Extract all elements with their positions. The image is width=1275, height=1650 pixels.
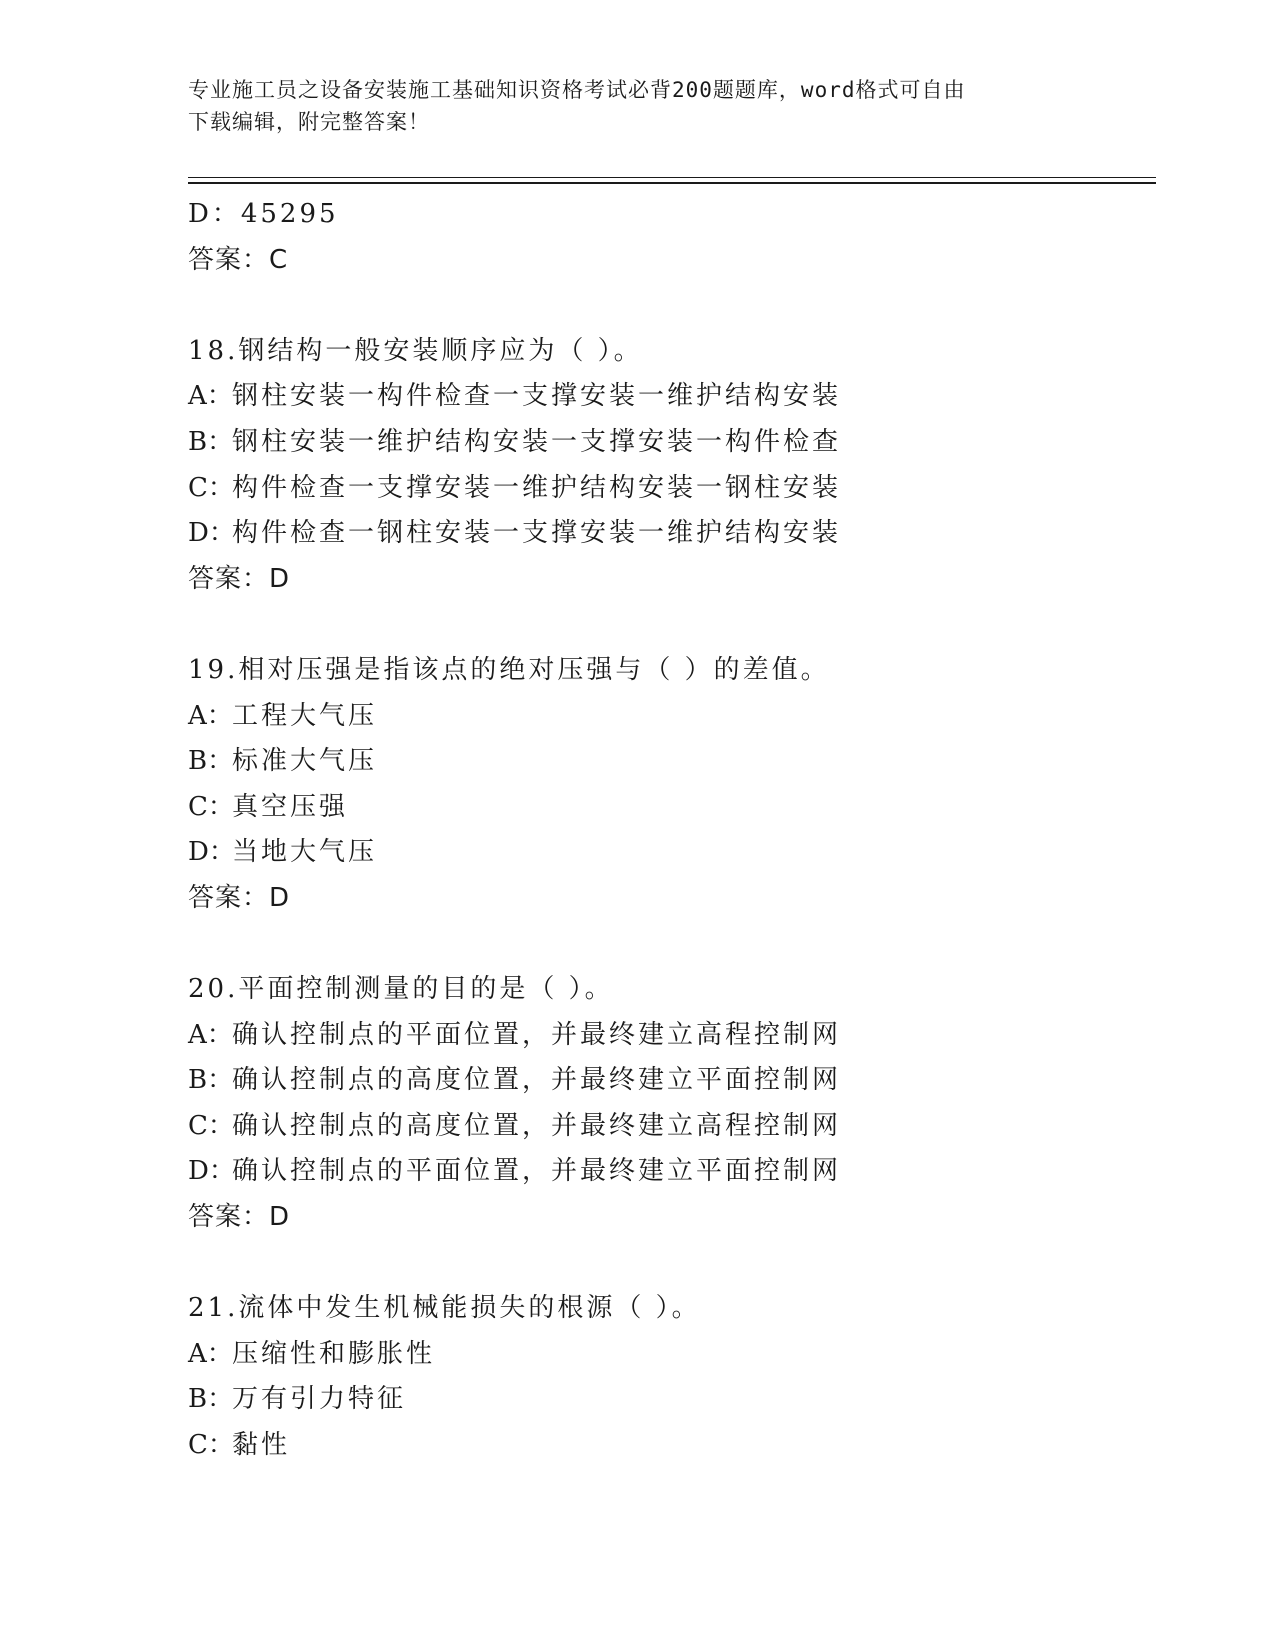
option-c — [188, 1104, 1148, 1150]
question-stem: 18.钢结构一般安装顺序应为（ ）。 — [188, 335, 643, 366]
option-a — [188, 1332, 1148, 1378]
option-c — [188, 466, 1148, 512]
option-text: 确认控制点的平面位置，并最终建立平面控制网 — [232, 1156, 842, 1187]
question-block — [188, 967, 1148, 1241]
spacer — [188, 602, 1148, 648]
carryover-option-d: D：45295 — [188, 199, 339, 229]
option-prefix: B： — [188, 746, 234, 777]
option-c — [188, 1423, 1148, 1469]
option-prefix: D： — [188, 837, 235, 868]
question-block — [188, 648, 1148, 922]
option-text: 确认控制点的平面位置，并最终建立高程控制网 — [232, 1019, 842, 1050]
option-b — [188, 1058, 1148, 1104]
option-d — [188, 511, 1148, 557]
header-rule-thin — [188, 177, 1156, 178]
question-block — [188, 329, 1148, 603]
option-text: 构件检查一钢柱安装一支撑安装一维护结构安装 — [232, 518, 842, 549]
option-prefix: B： — [188, 1065, 234, 1096]
question-block — [188, 1286, 1148, 1468]
document-body — [188, 192, 1148, 1469]
carryover-answer: 答案：C — [188, 244, 289, 275]
option-text: 当地大气压 — [232, 837, 378, 868]
option-prefix: A： — [188, 1019, 233, 1050]
option-prefix: D： — [188, 518, 235, 549]
answer-line: 答案：D — [188, 563, 291, 594]
question-stem: 21.流体中发生机械能损失的根源（ ）。 — [188, 1293, 701, 1324]
option-d — [188, 830, 1148, 876]
option-prefix: A： — [188, 381, 233, 412]
question-stem: 19.相对压强是指该点的绝对压强与（ ）的差值。 — [188, 654, 830, 685]
answer-line: 答案：D — [188, 1202, 291, 1233]
header-rule-thick — [188, 182, 1156, 184]
option-a — [188, 374, 1148, 420]
option-a — [188, 694, 1148, 740]
option-text: 黏性 — [232, 1430, 291, 1461]
option-prefix: C： — [188, 1110, 234, 1141]
option-prefix: B： — [188, 1384, 234, 1415]
option-a — [188, 1013, 1148, 1059]
spacer — [188, 1241, 1148, 1287]
option-prefix: C： — [188, 472, 234, 503]
option-text: 万有引力特征 — [232, 1384, 407, 1415]
document-header — [188, 74, 1088, 138]
option-b — [188, 739, 1148, 785]
option-text: 确认控制点的高度位置，并最终建立平面控制网 — [232, 1065, 842, 1096]
option-b — [188, 1377, 1148, 1423]
header-line-2: 下载编辑，附完整答案！ — [188, 110, 430, 134]
header-line-1: 专业施工员之设备安装施工基础知识资格考试必背200题题库，word格式可自由 — [188, 78, 966, 102]
option-d — [188, 1149, 1148, 1195]
option-prefix: B： — [188, 426, 234, 457]
answer-line: 答案：D — [188, 882, 291, 913]
option-text: 工程大气压 — [232, 700, 378, 731]
option-prefix: A： — [188, 1338, 233, 1369]
option-text: 钢柱安装一维护结构安装一支撑安装一构件检查 — [232, 426, 842, 457]
option-prefix: C： — [188, 1430, 234, 1461]
option-b — [188, 420, 1148, 466]
option-text: 构件检查一支撑安装一维护结构安装一钢柱安装 — [232, 472, 842, 503]
option-prefix: C： — [188, 791, 234, 822]
option-prefix: D： — [188, 1156, 235, 1187]
option-prefix: A： — [188, 700, 233, 731]
spacer — [188, 922, 1148, 968]
option-text: 确认控制点的高度位置，并最终建立高程控制网 — [232, 1110, 842, 1141]
option-text: 压缩性和膨胀性 — [232, 1338, 436, 1369]
question-stem: 20.平面控制测量的目的是（ ）。 — [188, 974, 614, 1005]
spacer — [188, 283, 1148, 329]
option-text: 标准大气压 — [232, 746, 378, 777]
option-text: 真空压强 — [232, 791, 349, 822]
option-text: 钢柱安装一构件检查一支撑安装一维护结构安装 — [232, 381, 842, 412]
option-c — [188, 785, 1148, 831]
